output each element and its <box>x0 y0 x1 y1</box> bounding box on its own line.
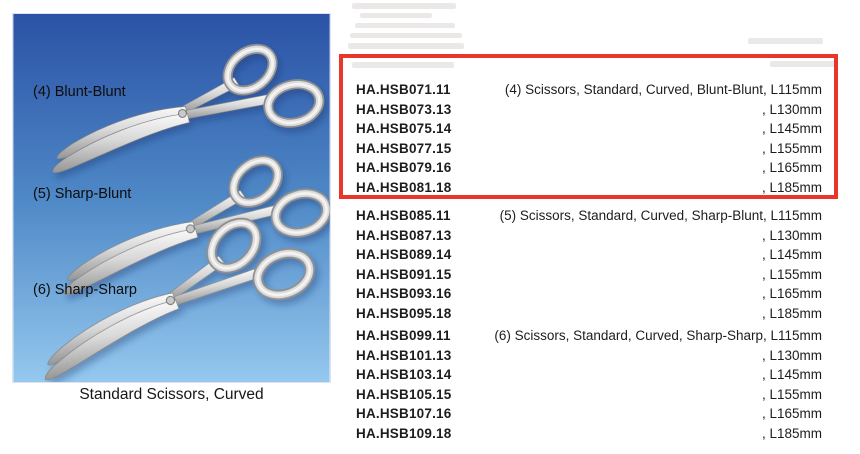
table-row <box>356 119 822 139</box>
photo-label-blunt-blunt: (4) Blunt-Blunt <box>33 84 126 100</box>
table-row <box>356 365 822 385</box>
table-row <box>356 245 822 265</box>
product-code: HA.HSB107.16 <box>356 406 452 422</box>
product-table <box>356 0 822 454</box>
product-code: HA.HSB087.13 <box>356 227 452 243</box>
product-desc: , L155mm <box>761 386 822 402</box>
product-code: HA.HSB089.14 <box>356 247 452 263</box>
product-code: HA.HSB077.15 <box>356 140 452 156</box>
product-desc: (6) Scissors, Standard, Curved, Sharp-Sharp, L115mm <box>494 328 822 343</box>
product-desc: , L145mm <box>761 247 822 263</box>
table-row <box>356 304 822 324</box>
product-code: HA.HSB109.18 <box>356 425 452 441</box>
product-code: HA.HSB081.18 <box>356 179 452 195</box>
table-row <box>356 158 822 178</box>
product-desc: , L155mm <box>761 266 822 282</box>
product-desc: (4) Scissors, Standard, Curved, Blunt-Blunt, L115mm <box>504 82 822 97</box>
product-desc: , L185mm <box>761 425 822 441</box>
product-code: HA.HSB095.18 <box>356 305 452 321</box>
product-desc: , L165mm <box>761 160 822 176</box>
product-code: HA.HSB101.13 <box>356 347 452 363</box>
table-row <box>356 206 822 226</box>
product-desc: , L145mm <box>761 367 822 383</box>
table-row <box>356 139 822 159</box>
product-desc: , L145mm <box>761 121 822 137</box>
product-code: HA.HSB091.15 <box>356 266 452 282</box>
product-group-sharp-sharp <box>356 326 822 444</box>
table-row <box>356 326 822 346</box>
product-desc: , L130mm <box>761 227 822 243</box>
photo-caption: Standard Scissors, Curved <box>79 386 264 403</box>
product-code: HA.HSB075.14 <box>356 121 452 137</box>
product-desc: (5) Scissors, Standard, Curved, Sharp-Blunt, L115mm <box>499 208 822 223</box>
product-code: HA.HSB073.13 <box>356 101 452 117</box>
table-row <box>356 226 822 246</box>
table-row <box>356 100 822 120</box>
product-code: HA.HSB071.11 <box>356 82 451 97</box>
table-row <box>356 265 822 285</box>
table-row <box>356 424 822 444</box>
product-code: HA.HSB105.15 <box>356 386 452 402</box>
product-group-blunt-blunt <box>356 80 822 198</box>
table-row <box>356 284 822 304</box>
product-desc: , L165mm <box>761 286 822 302</box>
product-code: HA.HSB085.11 <box>356 208 451 223</box>
product-code: HA.HSB103.14 <box>356 367 452 383</box>
product-desc: , L155mm <box>761 140 822 156</box>
product-code: HA.HSB099.11 <box>356 328 451 343</box>
table-row <box>356 80 822 100</box>
table-row <box>356 385 822 405</box>
product-code: HA.HSB079.16 <box>356 160 452 176</box>
photo-label-sharp-sharp: (6) Sharp-Sharp <box>33 282 137 298</box>
table-row <box>356 404 822 424</box>
product-desc: , L165mm <box>761 406 822 422</box>
table-row <box>356 178 822 198</box>
photo-label-sharp-blunt: (5) Sharp-Blunt <box>33 186 132 202</box>
product-group-sharp-blunt <box>356 206 822 324</box>
product-photo <box>12 13 331 383</box>
table-row <box>356 346 822 366</box>
product-code: HA.HSB093.16 <box>356 286 452 302</box>
product-desc: , L185mm <box>761 305 822 321</box>
product-desc: , L185mm <box>761 179 822 195</box>
product-desc: , L130mm <box>761 347 822 363</box>
product-desc: , L130mm <box>761 101 822 117</box>
